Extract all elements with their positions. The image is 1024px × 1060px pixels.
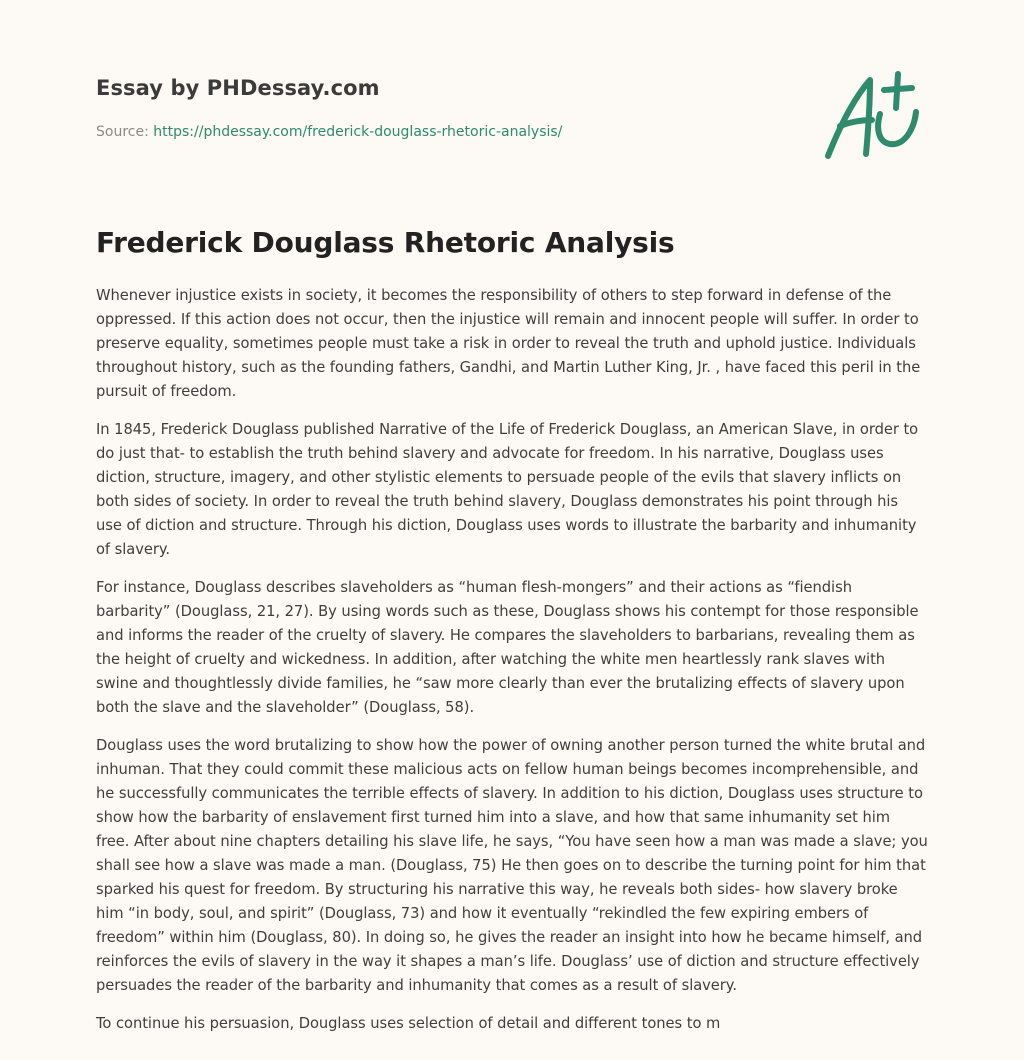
source-link[interactable]: https://phdessay.com/frederick-douglass-rhetoric-analysis/ bbox=[153, 124, 563, 140]
source-label: Source: bbox=[96, 124, 154, 140]
paragraph: Douglass uses the word brutalizing to show how the power of owning another person turned the white brutal and inhuman. That they could commit these malicious acts on fellow human beings becomes incomprehensible, and he successfully communicates the terrible effects of slavery. In addition to his diction, Douglass uses structure to show how the barbarity of enslavement first turned him into a slave, and how that same inhumanity set him free. After about nine chapters detailing his slave life, he says, “You have seen how a man was made a slave; you shall see how a slave was made a man. (Douglass, 75) He then goes on to describe the turning point for him that sparked his quest for freedom. By structuring his narrative this way, he reveals both sides- how slavery broke him “in body, soul, and spirit” (Douglass, 73) and how it eventually “rekindled the few expiring embers of freedom” within him (Douglass, 80). In doing so, he gives the reader an insight into how he became himself, and reinforces the evils of slavery in the way it shapes a man’s life. Douglass’ use of diction and structure effectively persuades the reader of the barbarity and inhumanity that comes as a result of slavery. bbox=[96, 737, 928, 994]
source-line bbox=[96, 124, 562, 140]
paragraph: Whenever injustice exists in society, it becomes the responsibility of others to step forward in defense of the oppressed. If this action does not occur, then the injustice will remain and innocent people will suffer. In order to preserve equality, sometimes people must take a risk in order to reveal the truth and uphold justice. Individuals throughout history, such as the founding fathers, Gandhi, and Martin Luther King, Jr. , have faced this peril in the pursuit of freedom. bbox=[96, 287, 921, 400]
essay-body bbox=[96, 284, 928, 1050]
a-plus-logo-icon bbox=[824, 68, 928, 164]
essay-title: Frederick Douglass Rhetoric Analysis bbox=[96, 226, 675, 259]
paragraph: In 1845, Frederick Douglass published Narrative of the Life of Frederick Douglass, an American Slave, in order to do just that- to establish the truth behind slavery and advocate for freedom. In his narrative, Douglass uses diction, structure, imagery, and other stylistic elements to persuade people of the evils that slavery inflicts on both sides of society. In order to reveal the truth behind slavery, Douglass demonstrates his point through his use of diction and structure. Through his diction, Douglass uses words to illustrate the barbarity and inhumanity of slavery. bbox=[96, 421, 919, 558]
paragraph-truncated: To continue his persuasion, Douglass uses selection of detail and different tones to m bbox=[96, 1015, 721, 1032]
site-brand: Essay by PHDessay.com bbox=[96, 76, 380, 100]
paragraph: For instance, Douglass describes slaveholders as “human flesh-mongers” and their actions as “fiendish barbarity” (Douglass, 21, 27). By using words such as these, Douglass shows his contempt for those responsible and informs the reader of the cruelty of slavery. He compares the slaveholders to barbarians, revealing them as the height of cruelty and wickedness. In addition, after watching the white men heartlessly rank slaves with swine and thoughtlessly divide families, he “saw more clearly than ever the brutalizing effects of slavery upon both the slave and the slaveholder” (Douglass, 58). bbox=[96, 579, 919, 716]
